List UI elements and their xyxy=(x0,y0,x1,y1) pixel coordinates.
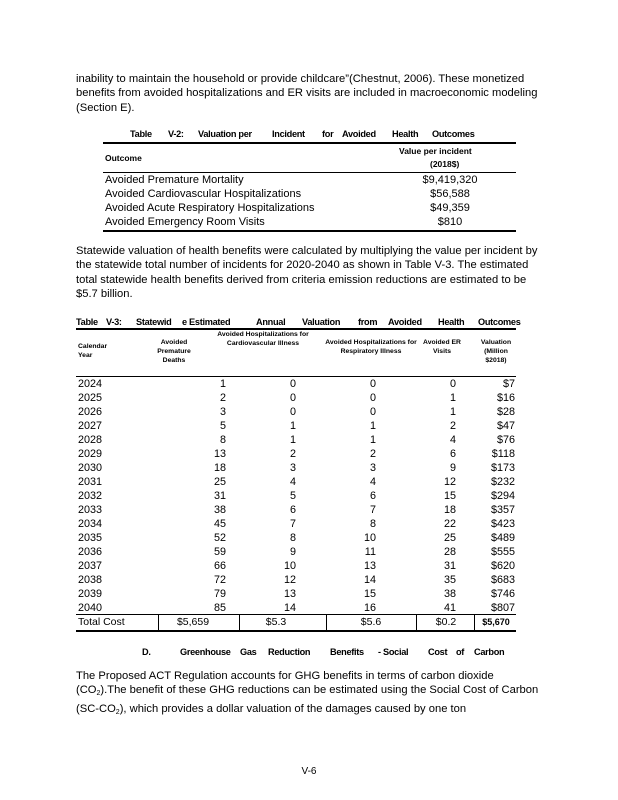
year-cell: 2037 xyxy=(78,560,103,572)
table-row xyxy=(105,201,516,215)
cardio-cell: 1 xyxy=(289,434,296,446)
deaths-cell: 3 xyxy=(219,406,226,418)
er-cell: 12 xyxy=(443,476,456,488)
caption-word: Health xyxy=(392,129,419,139)
er-cell: 28 xyxy=(443,546,456,558)
table-row xyxy=(105,215,516,229)
year-cell: 2035 xyxy=(78,532,103,544)
year-cell: 2032 xyxy=(78,490,103,502)
deaths-cell: 45 xyxy=(213,518,226,530)
caption-word: V-3: xyxy=(106,317,122,327)
deaths-cell: 2 xyxy=(219,392,226,404)
year-cell: 2038 xyxy=(78,574,103,586)
table-row xyxy=(76,559,516,573)
cardio-cell: 12 xyxy=(283,574,296,586)
page-number: V-6 xyxy=(301,766,317,777)
total-er: $0.2 xyxy=(435,616,457,628)
resp-cell: 4 xyxy=(369,476,376,488)
valuation-cell: $76 xyxy=(496,434,515,446)
caption-word: Incident xyxy=(272,129,305,139)
resp-cell: 1 xyxy=(369,434,376,446)
year-cell: 2030 xyxy=(78,462,103,474)
cell-divider xyxy=(326,614,327,630)
caption-word: Annual xyxy=(256,317,286,327)
header-outcome: Outcome xyxy=(105,153,142,163)
table-row xyxy=(105,173,516,187)
caption-word: Table xyxy=(130,129,152,139)
total-row xyxy=(76,615,516,629)
table-rule xyxy=(103,142,516,144)
table-row xyxy=(76,419,516,433)
resp-cell: 0 xyxy=(369,406,376,418)
table-v3-caption xyxy=(76,317,521,327)
er-cell: 35 xyxy=(443,574,456,586)
year-cell: 2040 xyxy=(78,602,103,614)
table-row xyxy=(76,461,516,475)
outcome-cell: Avoided Cardiovascular Hospitalizations xyxy=(105,188,302,200)
er-cell: 38 xyxy=(443,588,456,600)
table-row xyxy=(76,601,516,615)
er-cell: 1 xyxy=(449,406,456,418)
caption-word: Avoided xyxy=(342,129,376,139)
deaths-cell: 25 xyxy=(213,476,226,488)
cell-divider xyxy=(474,614,475,630)
year-cell: 2029 xyxy=(78,448,103,460)
valuation-cell: $294 xyxy=(490,490,515,502)
table-row xyxy=(76,447,516,461)
er-cell: 6 xyxy=(449,448,456,460)
text-run: ), which provides a dollar valuation of the damages caused by one ton xyxy=(119,702,467,715)
subscript: 2 xyxy=(115,708,120,716)
resp-cell: 15 xyxy=(363,588,376,600)
table-row xyxy=(76,587,516,601)
year-cell: 2039 xyxy=(78,588,103,600)
heading-word: Reduction xyxy=(268,647,311,657)
cell-divider xyxy=(239,614,240,630)
cell-divider xyxy=(158,614,159,630)
total-deaths: $5,659 xyxy=(176,616,210,628)
deaths-cell: 31 xyxy=(213,490,226,502)
valuation-cell: $555 xyxy=(490,546,515,558)
table-row xyxy=(76,503,516,517)
table-rule xyxy=(76,630,516,632)
caption-word: Statewid xyxy=(136,317,172,327)
cardio-cell: 9 xyxy=(289,546,296,558)
cardio-cell: 0 xyxy=(289,378,296,390)
total-valuation: $5,670 xyxy=(482,617,510,627)
deaths-cell: 38 xyxy=(213,504,226,516)
resp-cell: 7 xyxy=(369,504,376,516)
header-deaths: Avoided Premature Deaths xyxy=(157,339,191,364)
cardio-cell: 3 xyxy=(289,462,296,474)
deaths-cell: 59 xyxy=(213,546,226,558)
resp-cell: 0 xyxy=(369,378,376,390)
er-cell: 1 xyxy=(449,392,456,404)
table-row xyxy=(76,531,516,545)
year-cell: 2024 xyxy=(78,378,103,390)
paragraph-ghg xyxy=(76,669,546,720)
table-v2-caption xyxy=(130,129,475,139)
table-row xyxy=(76,573,516,587)
cardio-cell: 4 xyxy=(289,476,296,488)
cardio-cell: 14 xyxy=(283,602,296,614)
year-cell: 2025 xyxy=(78,392,103,404)
caption-word: V-2: xyxy=(168,129,184,139)
header-valuation: Valuation (Million $2018) xyxy=(480,339,512,364)
resp-cell: 10 xyxy=(363,532,376,544)
table-row xyxy=(76,545,516,559)
deaths-cell: 1 xyxy=(219,378,226,390)
heading-word: Gas xyxy=(240,647,257,657)
valuation-cell: $807 xyxy=(490,602,515,614)
heading-word: - Social xyxy=(378,647,409,657)
paragraph-valuation: Statewide valuation of health benefits were calculated by multiplying the value per incident by the statewide total number of incidents for 2020-2040 as shown in Table V-3. The estimated total statewide health benefits derived from criteria emission reductions are estimated to be $5.7 billion. xyxy=(76,245,538,300)
valuation-cell: $489 xyxy=(490,532,515,544)
valuation-cell: $746 xyxy=(490,588,515,600)
resp-cell: 13 xyxy=(363,560,376,572)
year-cell: 2034 xyxy=(78,518,103,530)
header-value: Value per incident xyxy=(399,146,472,156)
valuation-cell: $357 xyxy=(490,504,515,516)
total-label: Total Cost xyxy=(78,616,125,628)
cardio-cell: 7 xyxy=(289,518,296,530)
resp-cell: 11 xyxy=(364,546,376,558)
caption-word: Outcomes xyxy=(432,129,475,139)
er-cell: 15 xyxy=(443,490,456,502)
er-cell: 4 xyxy=(449,434,456,446)
deaths-cell: 8 xyxy=(219,434,226,446)
deaths-cell: 13 xyxy=(213,448,226,460)
total-cardio: $5.3 xyxy=(265,616,287,628)
table-rule xyxy=(103,230,516,232)
value-cell: $9,419,320 xyxy=(422,174,478,186)
er-cell: 25 xyxy=(443,532,456,544)
valuation-cell: $232 xyxy=(490,476,515,488)
heading-word: Benefits xyxy=(330,647,364,657)
value-cell: $56,588 xyxy=(430,188,470,200)
year-cell: 2028 xyxy=(78,434,103,446)
caption-word: for xyxy=(322,129,334,139)
subscript: 2 xyxy=(96,690,101,698)
year-cell: 2031 xyxy=(78,476,103,488)
heading-word: Greenhouse xyxy=(180,647,231,657)
table-row xyxy=(76,391,516,405)
deaths-cell: 85 xyxy=(213,602,226,614)
caption-word: Avoided xyxy=(388,317,422,327)
er-cell: 2 xyxy=(449,420,456,432)
table-row xyxy=(76,377,516,391)
value-cell: $810 xyxy=(437,216,463,228)
year-cell: 2027 xyxy=(78,420,103,432)
year-cell: 2026 xyxy=(78,406,103,418)
valuation-cell: $7 xyxy=(502,378,515,390)
deaths-cell: 52 xyxy=(213,532,226,544)
section-d-heading xyxy=(142,647,504,657)
heading-word: of xyxy=(456,647,465,657)
year-cell: 2036 xyxy=(78,546,103,558)
cardio-cell: 5 xyxy=(289,490,296,502)
valuation-cell: $47 xyxy=(496,420,515,432)
caption-word: Outcomes xyxy=(478,317,521,327)
cardio-cell: 2 xyxy=(289,448,296,460)
valuation-cell: $118 xyxy=(491,448,515,460)
cardio-cell: 1 xyxy=(289,420,296,432)
er-cell: 0 xyxy=(449,378,456,390)
resp-cell: 8 xyxy=(369,518,376,530)
deaths-cell: 72 xyxy=(213,574,226,586)
er-cell: 31 xyxy=(443,560,456,572)
cardio-cell: 6 xyxy=(289,504,296,516)
valuation-cell: $620 xyxy=(490,560,515,572)
valuation-cell: $16 xyxy=(496,392,515,404)
resp-cell: 6 xyxy=(369,490,376,502)
header-value-unit: (2018$) xyxy=(430,159,460,169)
caption-word: Valuation xyxy=(302,317,341,327)
resp-cell: 0 xyxy=(369,392,376,404)
outcome-cell: Avoided Premature Mortality xyxy=(105,174,244,186)
heading-word: Cost xyxy=(428,647,448,657)
caption-word: Table xyxy=(76,317,98,327)
deaths-cell: 66 xyxy=(213,560,226,572)
table-row xyxy=(105,187,516,201)
heading-word: Carbon xyxy=(474,647,505,657)
resp-cell: 2 xyxy=(369,448,376,460)
resp-cell: 14 xyxy=(363,574,376,586)
deaths-cell: 18 xyxy=(213,462,226,474)
valuation-cell: $28 xyxy=(496,406,515,418)
valuation-cell: $173 xyxy=(490,462,515,474)
text-run: ).The benefit of these GHG reductions can be estimated using the Social Cost of Carbon (SC-CO xyxy=(76,684,539,715)
resp-cell: 1 xyxy=(369,420,376,432)
header-year: Calendar Year xyxy=(78,343,108,359)
caption-word: Health xyxy=(438,317,465,327)
value-cell: $49,359 xyxy=(430,202,470,214)
cardio-cell: 10 xyxy=(283,560,296,572)
er-cell: 22 xyxy=(443,518,456,530)
caption-word: from xyxy=(358,317,378,327)
deaths-cell: 5 xyxy=(219,420,226,432)
cardio-cell: 0 xyxy=(289,406,296,418)
resp-cell: 16 xyxy=(363,602,376,614)
heading-word: D. xyxy=(142,647,151,657)
table-row xyxy=(76,405,516,419)
valuation-cell: $683 xyxy=(490,574,515,586)
er-cell: 9 xyxy=(449,462,456,474)
caption-word: e Estimated xyxy=(182,317,231,327)
year-cell: 2033 xyxy=(78,504,103,516)
cardio-cell: 13 xyxy=(283,588,296,600)
cardio-cell: 0 xyxy=(289,392,296,404)
resp-cell: 3 xyxy=(369,462,376,474)
header-cardio: Avoided Hospitalizations for Cardiovascular Illness xyxy=(217,331,309,347)
outcome-cell: Avoided Acute Respiratory Hospitalizations xyxy=(105,202,315,214)
caption-word: Valuation per xyxy=(198,129,252,139)
header-er: Avoided ER Visits xyxy=(423,339,461,355)
er-cell: 18 xyxy=(443,504,456,516)
deaths-cell: 79 xyxy=(213,588,226,600)
table-row xyxy=(76,517,516,531)
cardio-cell: 8 xyxy=(289,532,296,544)
paragraph-intro: inability to maintain the household or provide childcare”(Chestnut, 2006). These monetized benefits from avoided hospitalizations and ER visits are included in macroeconomic modeling (Section E). xyxy=(76,73,538,114)
header-resp: Avoided Hospitalizations for Respiratory Illness xyxy=(325,339,417,355)
table-row xyxy=(76,433,516,447)
text-run: The Proposed ACT Regulation accounts for GHG benefits in terms of carbon dioxide (CO xyxy=(76,670,494,697)
cell-divider xyxy=(416,614,417,630)
total-resp: $5.6 xyxy=(360,616,382,628)
table-row xyxy=(76,489,516,503)
table-row xyxy=(76,475,516,489)
er-cell: 41 xyxy=(443,602,456,614)
outcome-cell: Avoided Emergency Room Visits xyxy=(105,216,265,228)
valuation-cell: $423 xyxy=(490,518,515,530)
